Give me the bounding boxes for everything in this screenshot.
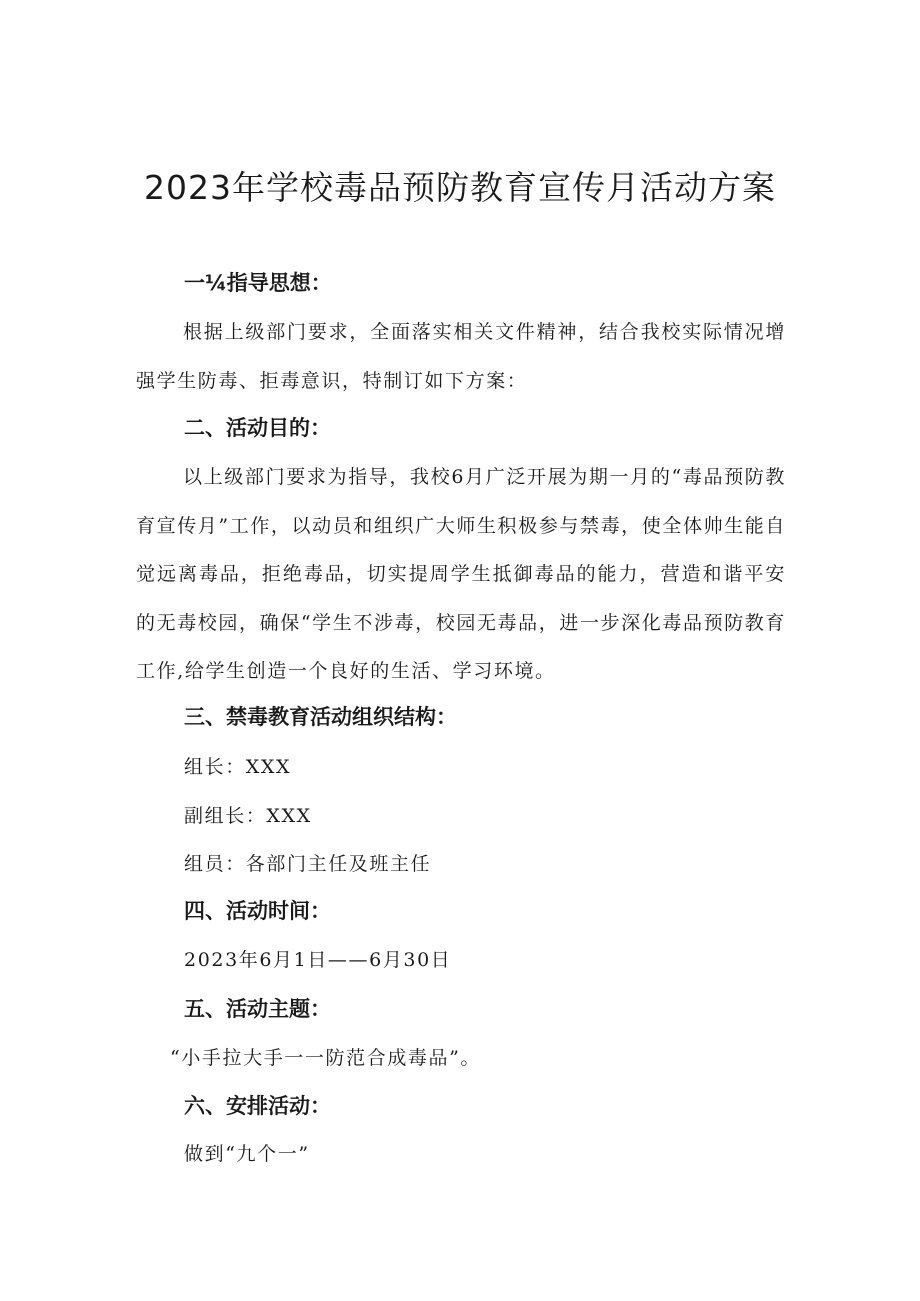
- org-leader: 组长：XXX: [184, 756, 292, 778]
- section-heading-arrangement: 六、安排活动：: [184, 1094, 331, 1118]
- activity-time-range: 2023年6月1日——6月30日: [184, 949, 452, 971]
- section-heading-activity-purpose: 二、活动目的：: [184, 416, 331, 440]
- section-heading-organization: 三、禁毒教育活动组织结构：: [184, 705, 457, 729]
- section-heading-activity-time: 四、活动时间：: [184, 899, 331, 923]
- activity-theme-text: “小手拉大手一一防范合成毒品”。: [170, 1047, 482, 1069]
- section-heading-activity-theme: 五、活动主题：: [184, 997, 331, 1021]
- org-members: 组员：各部门主任及班主任: [184, 853, 432, 875]
- section-heading-guiding-ideology: 一¼指导思想：: [184, 271, 332, 295]
- arrangement-text: 做到“九个一”: [184, 1143, 310, 1165]
- document-title: 2023年学校毒品预防教育宣传月活动方案: [144, 168, 776, 207]
- org-deputy-leader: 副组长：XXX: [184, 805, 312, 827]
- section-body-activity-purpose: 以上级部门要求为指导，我校6月广泛开展为期一月的“毒品预防教育宣传月”工作，以动员和组织广大师生积极参与禁毒，使全体帅生能自觉远离毒品，拒绝毒品，切实提周学生抵御毒品的能力，营造和谐平安的无毒校园，确保“学生不涉毒，校园无毒品，进一步深化毒品预防教育工作,给学生创造一个良好的生活、学习环境。: [136, 466, 786, 682]
- section-body-guiding-ideology: 根据上级部门要求，全面落实相关文件精神，结合我校实际情况增强学生防毒、拒毒意识，特制订如下方案：: [136, 321, 786, 392]
